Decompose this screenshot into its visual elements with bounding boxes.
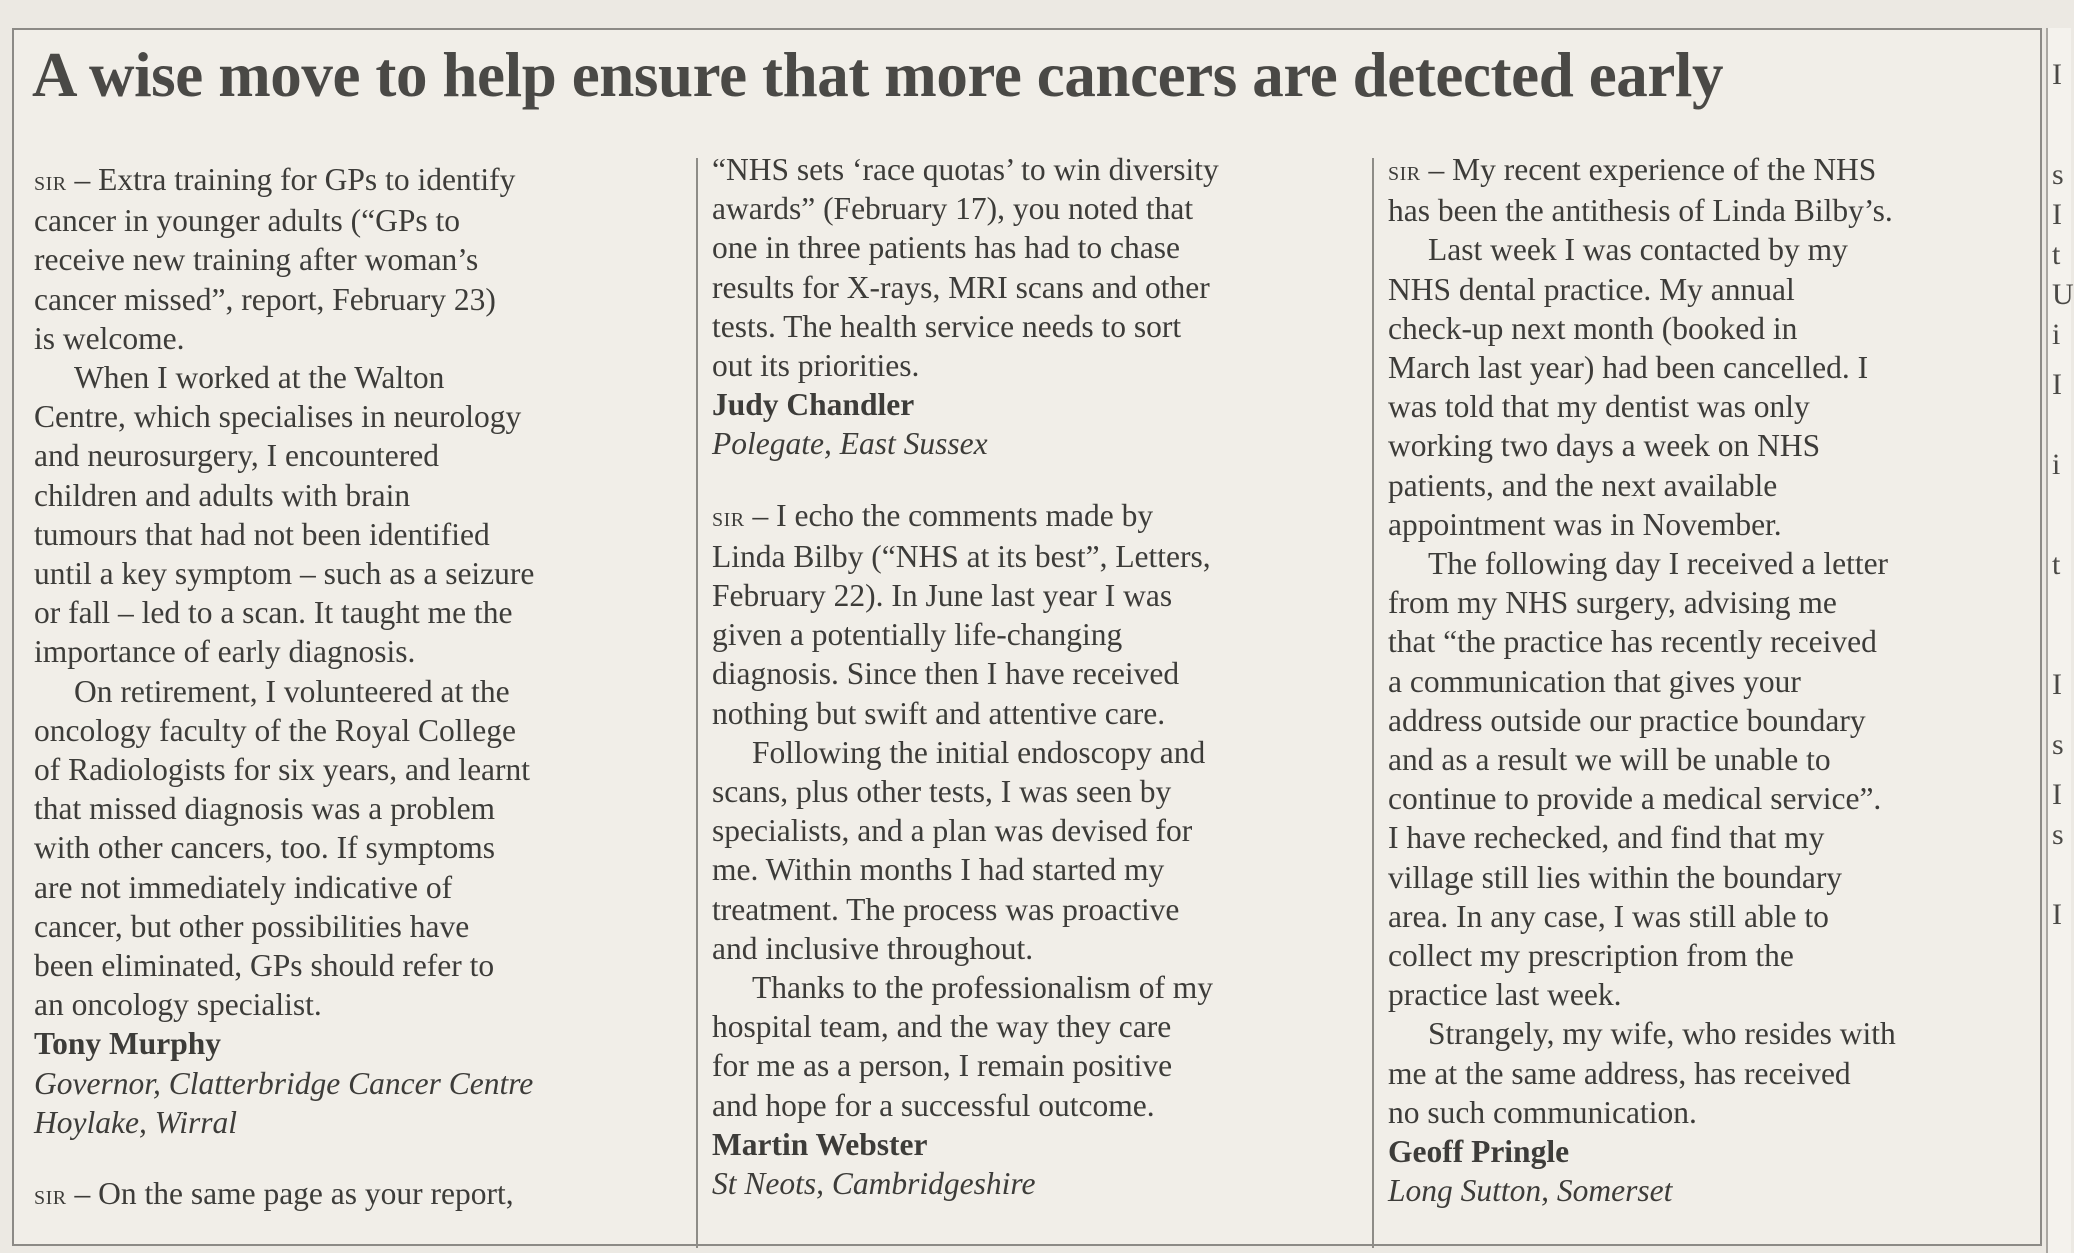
letter-line: that missed diagnosis was a problem bbox=[34, 791, 496, 827]
column-1 bbox=[34, 160, 674, 1247]
adjacent-text-fragment: t bbox=[2052, 238, 2061, 271]
signature-place: Governor, Clatterbridge Cancer Centre bbox=[34, 1065, 534, 1101]
letter-line: diagnosis. Since then I have received bbox=[712, 656, 1180, 692]
letter-tony-murphy bbox=[34, 160, 674, 1142]
adjacent-text-fragment: s bbox=[2052, 158, 2064, 191]
adjacent-text-fragment: I bbox=[2052, 58, 2062, 91]
letter-line: is welcome. bbox=[34, 320, 185, 356]
letter-line: specialists, and a plan was devised for bbox=[712, 813, 1193, 849]
letter-line: and hope for a successful outcome. bbox=[712, 1087, 1155, 1123]
sir-salutation: sir bbox=[712, 501, 745, 533]
letter-line: sir – On the same page as your report, bbox=[34, 1176, 514, 1212]
letter-line: March last year) had been cancelled. I bbox=[1388, 350, 1869, 386]
letter-line: I have rechecked, and find that my bbox=[1388, 820, 1825, 856]
signature-place: Long Sutton, Somerset bbox=[1388, 1173, 1673, 1209]
letter-line: an oncology specialist. bbox=[34, 987, 322, 1023]
letter-line: for me as a person, I remain positive bbox=[712, 1048, 1173, 1084]
letter-line: children and adults with brain bbox=[34, 477, 411, 513]
adjacent-text-fragment: I bbox=[2052, 668, 2062, 701]
letter-line: hospital team, and the way they care bbox=[712, 1009, 1172, 1045]
letter-line: until a key symptom – such as a seizure bbox=[34, 556, 535, 592]
signature-name: Geoff Pringle bbox=[1388, 1134, 1570, 1170]
letter-line: results for X-rays, MRI scans and other bbox=[712, 269, 1210, 305]
signature-place: Hoylake, Wirral bbox=[34, 1104, 237, 1140]
signature-name: Judy Chandler bbox=[712, 387, 915, 423]
letter-line: tests. The health service needs to sort bbox=[712, 308, 1182, 344]
letter-line: cancer missed”, report, February 23) bbox=[34, 281, 496, 317]
letter-judy-chandler-continued bbox=[712, 150, 1352, 464]
letter-line: has been the antithesis of Linda Bilby’s. bbox=[1388, 193, 1893, 229]
letter-line: importance of early diagnosis. bbox=[34, 634, 416, 670]
letter-line: NHS dental practice. My annual bbox=[1388, 271, 1795, 307]
letter-line: me at the same address, has received bbox=[1388, 1055, 1851, 1091]
letter-line: Strangely, my wife, who resides with bbox=[1428, 1016, 1896, 1052]
adjacent-text-fragment: I bbox=[2052, 898, 2062, 931]
letter-line: and inclusive throughout. bbox=[712, 930, 1034, 966]
letter-line: a communication that gives your bbox=[1388, 663, 1801, 699]
letter-line: and neurosurgery, I encountered bbox=[34, 438, 439, 474]
adjacent-text-fragment: t bbox=[2052, 548, 2061, 581]
letter-line: “NHS sets ‘race quotas’ to win diversity bbox=[712, 152, 1219, 187]
letter-line: village still lies within the boundary bbox=[1388, 859, 1843, 895]
signature-place: Polegate, East Sussex bbox=[712, 426, 988, 462]
column-2 bbox=[712, 150, 1352, 1235]
letter-line: one in three patients has had to chase bbox=[712, 230, 1180, 266]
letter-line: out its priorities. bbox=[712, 348, 920, 384]
letter-line: been eliminated, GPs should refer to bbox=[34, 948, 495, 984]
letter-line: collect my prescription from the bbox=[1388, 938, 1794, 974]
letter-line: cancer, but other possibilities have bbox=[34, 908, 470, 944]
letter-line: from my NHS surgery, advising me bbox=[1388, 585, 1837, 621]
letter-line: address outside our practice boundary bbox=[1388, 702, 1866, 738]
letter-line: The following day I received a letter bbox=[1428, 546, 1889, 582]
letter-line: awards” (February 17), you noted that bbox=[712, 191, 1194, 227]
sir-salutation: sir bbox=[34, 1180, 67, 1212]
letter-line: that “the practice has recently received bbox=[1388, 624, 1877, 660]
letter-line: are not immediately indicative of bbox=[34, 869, 453, 905]
letter-line: February 22). In June last year I was bbox=[712, 578, 1173, 614]
adjacent-article-edge bbox=[2046, 28, 2074, 1253]
letter-geoff-pringle bbox=[1388, 150, 2028, 1210]
signature-name: Tony Murphy bbox=[34, 1026, 222, 1062]
letter-line: patients, and the next available bbox=[1388, 467, 1778, 503]
adjacent-text-fragment: s bbox=[2052, 728, 2064, 761]
letter-line: Following the initial endoscopy and bbox=[752, 734, 1206, 770]
letter-line: nothing but swift and attentive care. bbox=[712, 695, 1166, 731]
letter-line: check-up next month (booked in bbox=[1388, 310, 1798, 346]
letter-line: of Radiologists for six years, and learnt bbox=[34, 752, 531, 788]
adjacent-text-fragment: s bbox=[2052, 818, 2064, 851]
letter-line: Centre, which specialises in neurology bbox=[34, 399, 522, 435]
letter-line: appointment was in November. bbox=[1388, 506, 1782, 542]
letter-line: was told that my dentist was only bbox=[1388, 389, 1810, 425]
column-3 bbox=[1388, 150, 2028, 1242]
letter-line: sir – Extra training for GPs to identify bbox=[34, 162, 516, 197]
letter-line: scans, plus other tests, I was seen by bbox=[712, 774, 1172, 810]
letter-martin-webster bbox=[712, 496, 1352, 1204]
sir-salutation: sir bbox=[1388, 156, 1421, 187]
adjacent-text-fragment: U bbox=[2052, 278, 2074, 311]
letter-line: Thanks to the professionalism of my bbox=[752, 970, 1214, 1006]
letter-line: continue to provide a medical service”. bbox=[1388, 781, 1882, 817]
letter-line: treatment. The process was proactive bbox=[712, 891, 1180, 927]
headline: A wise move to help ensure that more cancers are detected early bbox=[32, 40, 1724, 110]
letter-line: Linda Bilby (“NHS at its best”, Letters, bbox=[712, 538, 1211, 574]
letter-line: practice last week. bbox=[1388, 977, 1622, 1013]
letter-line: and as a result we will be unable to bbox=[1388, 742, 1831, 778]
letters-clipping bbox=[12, 28, 2042, 1246]
column-divider-1 bbox=[696, 158, 698, 1248]
adjacent-text-fragment: i bbox=[2052, 448, 2061, 481]
letter-line: with other cancers, too. If symptoms bbox=[34, 830, 496, 866]
letter-line: When I worked at the Walton bbox=[74, 360, 445, 396]
signature-place: St Neots, Cambridgeshire bbox=[712, 1166, 1036, 1202]
sir-salutation: sir bbox=[34, 166, 67, 197]
letter-line: working two days a week on NHS bbox=[1388, 428, 1821, 464]
letter-line: cancer in younger adults (“GPs to bbox=[34, 203, 461, 239]
signature-name: Martin Webster bbox=[712, 1126, 928, 1162]
adjacent-text-fragment: i bbox=[2052, 318, 2061, 351]
letter-line: tumours that had not been identified bbox=[34, 516, 490, 552]
letter-line: oncology faculty of the Royal College bbox=[34, 712, 517, 748]
letter-line: or fall – led to a scan. It taught me the bbox=[34, 595, 513, 631]
letter-line: area. In any case, I was still able to bbox=[1388, 898, 1829, 934]
adjacent-text-fragment: I bbox=[2052, 368, 2062, 401]
letter-line: Last week I was contacted by my bbox=[1428, 232, 1848, 268]
letter-line: sir – My recent experience of the NHS bbox=[1388, 152, 1877, 187]
letter-line: receive new training after woman’s bbox=[34, 242, 479, 278]
letter-line: sir – I echo the comments made by bbox=[712, 497, 1154, 533]
letter-line: no such communication. bbox=[1388, 1094, 1697, 1130]
letter-body bbox=[34, 160, 674, 1024]
letter-line: given a potentially life-changing bbox=[712, 617, 1123, 653]
letter-judy-chandler-start bbox=[34, 1174, 674, 1215]
letter-line: On retirement, I volunteered at the bbox=[74, 673, 510, 709]
adjacent-text-fragment: I bbox=[2052, 198, 2062, 231]
adjacent-text-fragment: I bbox=[2052, 778, 2062, 811]
column-divider-2 bbox=[1372, 158, 1374, 1248]
letter-line: me. Within months I had started my bbox=[712, 852, 1165, 888]
